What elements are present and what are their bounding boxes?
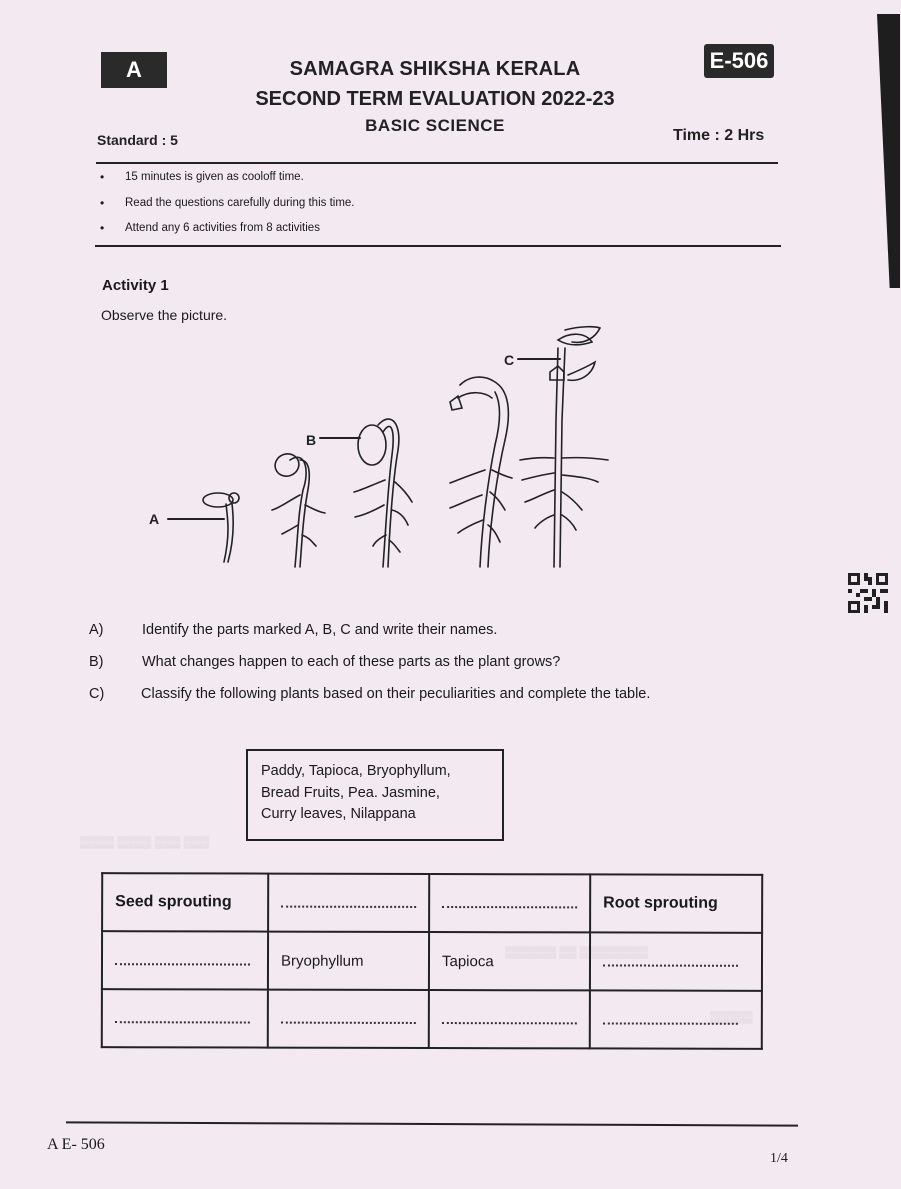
table-blank-cell[interactable] [590,932,762,990]
header-divider [96,162,778,164]
scan-edge-shadow [877,14,900,288]
instructions-list [100,168,354,245]
table-blank-cell[interactable] [268,874,429,932]
instruction-item: • Attend any 6 activities from 8 activities [100,219,354,245]
page-number: 1/4 [770,1151,788,1166]
organization-title: SAMAGRA SHIKSHA KERALA [289,58,581,80]
table-header-seed-sprouting: Seed sprouting [102,873,268,931]
qr-code-icon [848,572,888,614]
table-row [102,989,762,1049]
label-a: A [149,511,160,527]
table-blank-cell[interactable] [429,990,590,1048]
table-blank-cell[interactable] [590,990,762,1048]
show-through-text: ▒▒▒▒ ▒▒▒▒ ▒▒▒ ▒▒▒ [80,835,210,849]
instruction-item: • 15 minutes is given as cooloff time. [100,168,354,194]
label-b: B [306,432,317,448]
question-label: C) [89,686,105,702]
activity-prompt: Observe the picture. [101,307,228,323]
plants-line: Curry leaves, Nilappana [261,806,416,822]
question-text: Classify the following plants based on their peculiarities and complete the table. [141,686,651,702]
table-blank-cell[interactable] [102,989,268,1047]
table-row [102,931,762,991]
show-through-text: ▒▒▒▒▒ [710,1010,753,1024]
label-c: C [504,352,515,368]
activity-title: Activity 1 [102,277,169,294]
footer-code: A E- 506 [47,1136,105,1153]
table-cell: Bryophyllum [268,932,429,990]
question-label: B) [89,654,104,670]
question-text: What changes happen to each of these parts as the plant grows? [142,654,561,670]
germination-figure [140,320,620,580]
question-label: A) [89,622,104,638]
table-cell: Tapioca [429,932,590,990]
plants-line: Paddy, Tapioca, Bryophyllum, [261,763,451,779]
time-label: Time : 2 Hrs [673,127,765,144]
table-blank-cell[interactable] [102,931,268,989]
standard-label: Standard : 5 [97,132,178,148]
table-blank-cell[interactable] [429,874,590,932]
footer-divider [66,1121,798,1126]
exam-title: SECOND TERM EVALUATION 2022-23 [255,88,615,110]
set-code-badge: A [101,52,167,88]
subject-title: BASIC SCIENCE [365,116,505,135]
instructions-divider [95,245,781,247]
show-through-text: ▒▒▒▒▒▒ ▒▒ ▒▒▒▒▒▒▒▒ [505,945,648,959]
plants-list-box [246,749,504,841]
table-header-root-sprouting: Root sprouting [590,874,762,932]
plants-line: Bread Fruits, Pea. Jasmine, [261,784,440,801]
classification-table [101,872,763,1050]
instruction-item: • Read the questions carefully during this time. [100,194,354,220]
table-row [102,873,762,933]
paper-code-badge: E-506 [704,44,774,78]
question-text: Identify the parts marked A, B, C and write their names. [142,622,498,638]
table-blank-cell[interactable] [268,990,429,1048]
